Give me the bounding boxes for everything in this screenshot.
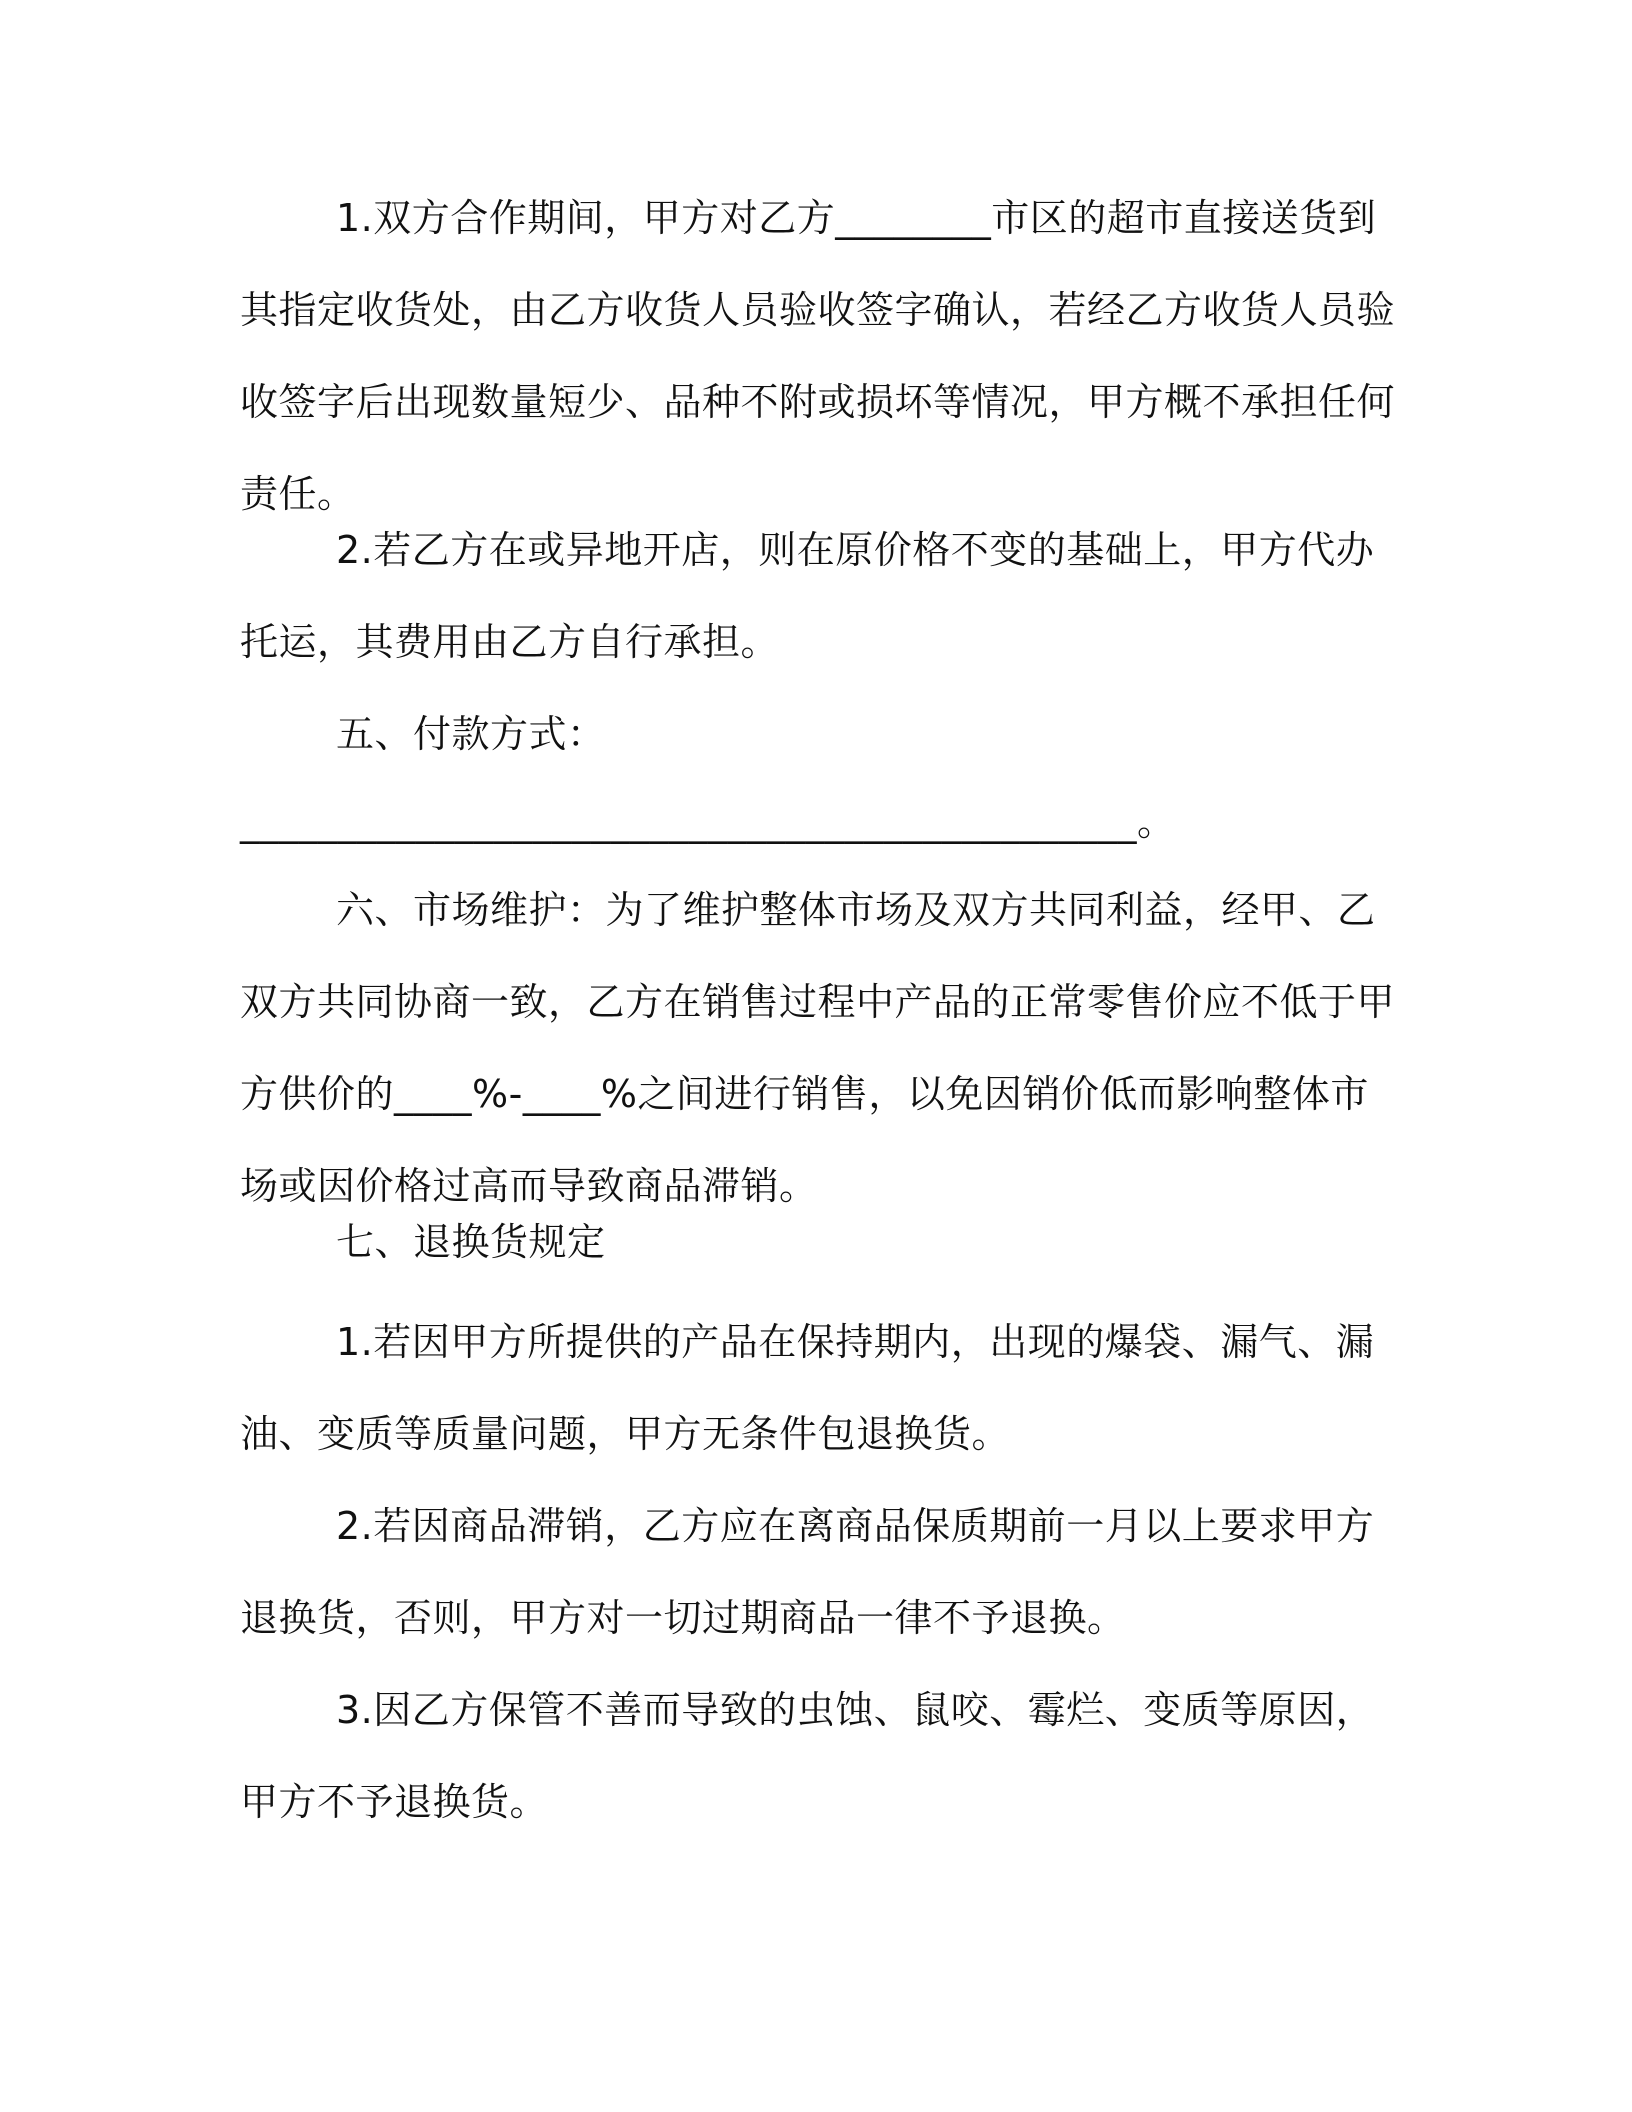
clause-consignment: 2.若乙方在或异地开店，则在原价格不变的基础上，甲方代办托运，其费用由乙方自行承担。 <box>240 528 1375 664</box>
section-heading-returns: 七、退换货规定 <box>336 1220 606 1264</box>
returns-clause-2: 2.若因商品滞销，乙方应在离商品保质期前一月以上要求甲方退换货，否则，甲方对一切过期商品一律不予退换。 <box>240 1504 1375 1640</box>
payment-blank-line: ______________________________________________。 <box>240 800 1176 844</box>
section-heading-payment: 五、付款方式： <box>336 712 606 756</box>
clause-delivery: 1.双方合作期间，甲方对乙方________市区的超市直接送货到其指定收货处，由乙方收货人员验收签字确认，若经乙方收货人员验收签字后出现数量短少、品种不附或损坏等情况，甲方概不承担任何责任。 <box>240 196 1396 516</box>
returns-clause-1: 1.若因甲方所提供的产品在保持期内，出现的爆袋、漏气、漏油、变质等质量问题，甲方无条件包退换货。 <box>240 1320 1375 1456</box>
returns-clause-3: 3.因乙方保管不善而导致的虫蚀、鼠咬、霉烂、变质等原因，甲方不予退换货。 <box>240 1688 1375 1824</box>
section-market-maintenance: 六、市场维护：为了维护整体市场及双方共同利益，经甲、乙双方共同协商一致，乙方在销售过程中产品的正常零售价应不低于甲方供价的____%-____%之间进行销售，以免因销价低而影响整体市场或因价格过高而导致商品滞销。 <box>240 888 1396 1208</box>
